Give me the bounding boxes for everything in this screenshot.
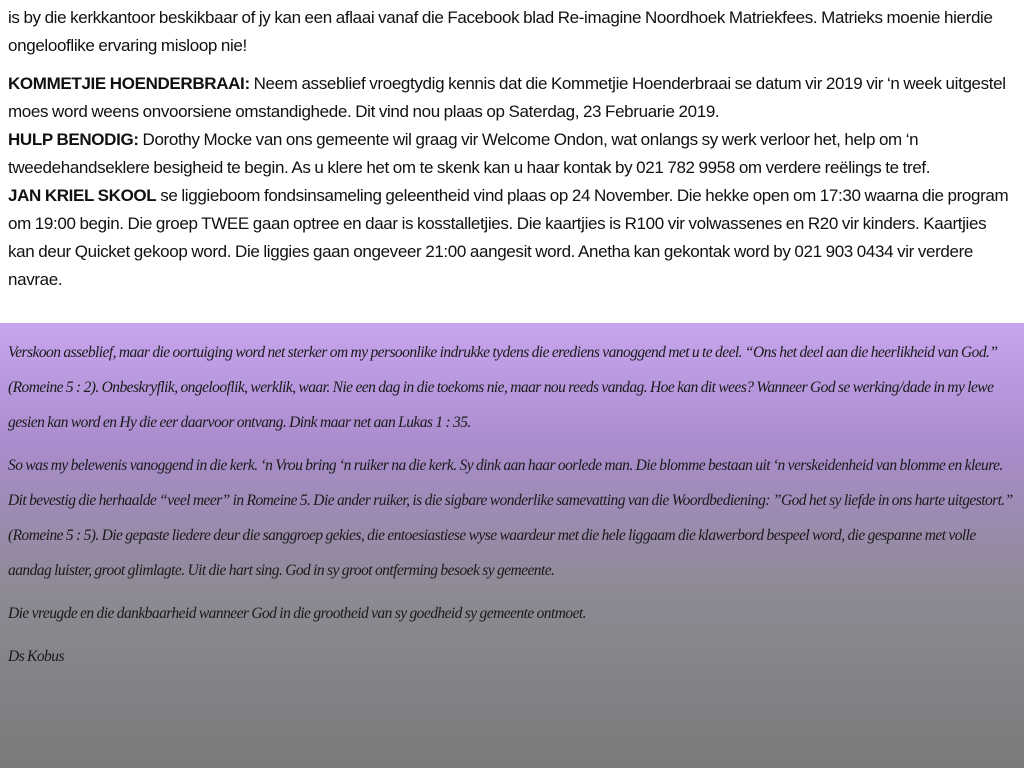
reflection-paragraph: Verskoon asseblief, maar die oortuiging word net sterker om my persoonlike indrukke tydens die erediens vanoggend met u te deel. “Ons het deel aan die heerlikheid van God.” (Romeine 5 : 2). Onbeskryflik, ongelooflik, werklik, waar. Nie een dag in die toekoms nie, maar nou reeds vandag. Hoe kan dit wees? Wanneer God se werking/dade in my lewe gesien kan word en Hy die eer daarvoor ontvang. Dink maar net aan Lukas 1 : 35.: [8, 344, 998, 431]
announcement-heading-separator: :: [244, 74, 250, 93]
announcement-hulp-benodig: [8, 126, 1016, 182]
announcement-text: se liggieboom fondsinsameling geleentheid vind plaas op 24 November. Die hekke open om 17:30 waarna die program om 19:00 begin. Die groep TWEE gaan optree en daar is kosstalletjies. Die kaartjies is R100 vir volwassenes en R20 vir kinders. Kaartjies kan deur Quicket gekoop word. Die liggies gaan ongeveer 21:00 aangesit word. Anetha kan gekontak word by 021 903 0434 vir verdere navrae.: [8, 186, 1009, 289]
reflection-paragraph: So was my belewenis vanoggend in die kerk. ‘n Vrou bring ‘n ruiker na die kerk. Sy dink aan haar oorlede man. Die blomme bestaan uit ‘n verskeidenheid van blomme en kleure. Dit bevestig die herhaalde “veel meer” in Romeine 5. Die ander ruiker, is die sigbare wonderlike samevatting van die Woordbediening: ”God het sy liefde in ons harte uitgestort.” (Romeine 5 : 5). Die gepaste liedere deur die sanggroep gekies, die entoesiastiese wyse waardeur met die hele liggaam die klawerbord bespeel word, die gespanne met volle aandag luister, groot glimlagte. Uit die hart sing. God in sy groot ontferming besoek sy gemeente.: [8, 457, 1013, 579]
reflection-signature: Ds Kobus: [8, 648, 64, 665]
announcement-jan-kriel-skool: [8, 182, 1016, 294]
reflection-paragraph: Die vreugde en die dankbaarheid wanneer God in die grootheid van sy goedheid sy gemeente ontmoet.: [8, 605, 586, 622]
announcement-heading: KOMMETJIE HOENDERBRAAI: [8, 74, 245, 93]
announcement-text: Dorothy Mocke van ons gemeente wil graag vir Welcome Ondon, wat onlangs sy werk verloor het, help om ‘n tweedehandseklere besigheid te begin. As u klere het om te skenk kan u haar kontak by 021 782 9958 om verdere reëlings te tref.: [8, 130, 931, 177]
announcement-kommetjie-hoenderbraai: [8, 70, 1016, 126]
sermon-reflection-section: [0, 323, 1024, 768]
announcement-text: Neem asseblief vroegtydig kennis dat die Kommetjie Hoenderbraai se datum vir 2019 vir ‘n week uitgestel moes word weens onvoorsiene omstandighede. Dit vind nou plaas op Saterdag, 23 Februarie 2019.: [8, 74, 1006, 121]
announcements-section: [0, 0, 1024, 323]
announcement-heading: JAN KRIEL SKOOL: [8, 186, 157, 205]
announcement-heading: HULP BENODIG: [8, 130, 134, 149]
announcement-intro: is by die kerkkantoor beskikbaar of jy kan een aflaai vanaf die Facebook blad Re-imagine Noordhoek Matriekfees. Matrieks moenie hierdie ongelooflike ervaring misloop nie!: [8, 8, 993, 55]
announcement-heading-separator: :: [133, 130, 139, 149]
